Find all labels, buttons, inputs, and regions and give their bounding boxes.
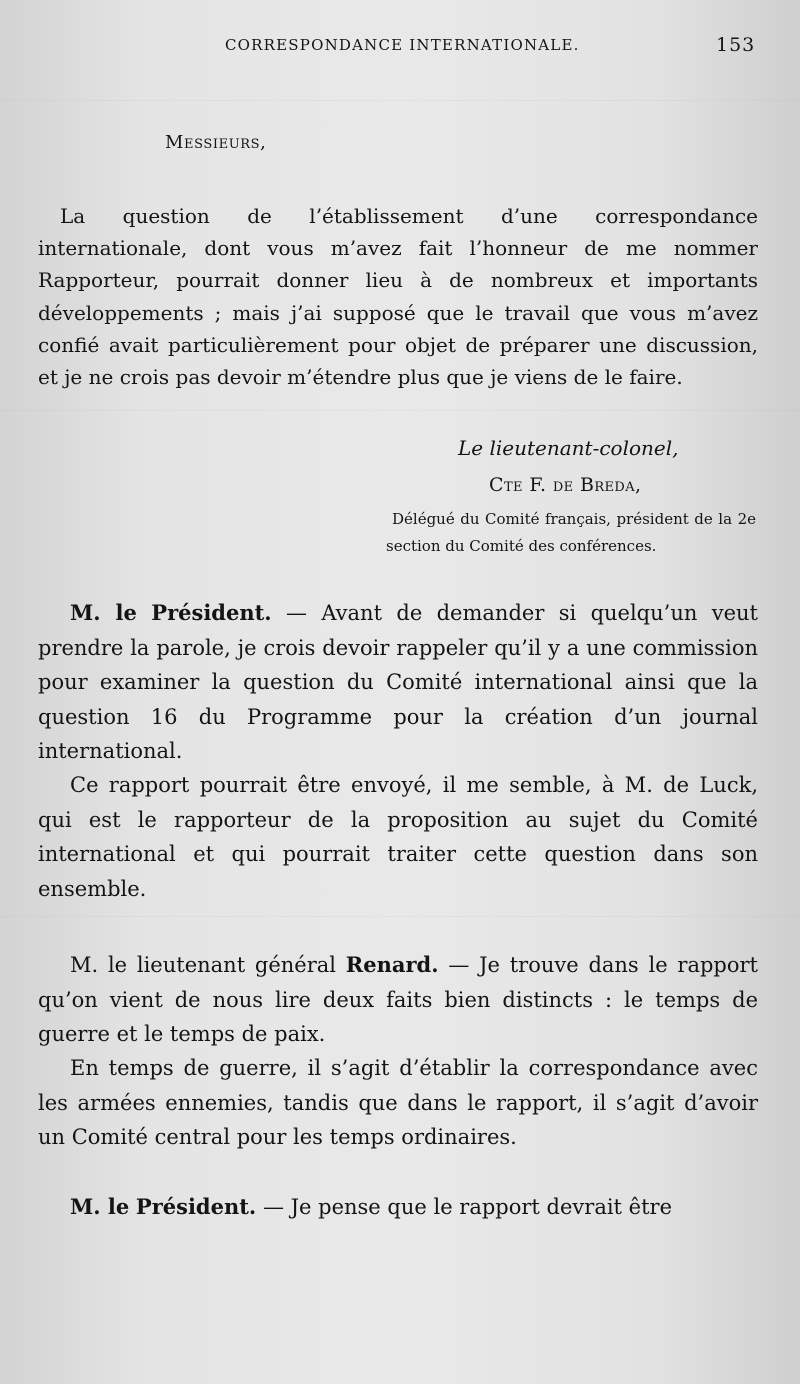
signature-role: Délégué du Comité français, président de la 2e section du Comité des conférences. bbox=[386, 510, 756, 555]
letter-salutation: Messieurs, bbox=[165, 132, 267, 153]
page-header bbox=[0, 34, 800, 58]
discussion-paragraph bbox=[38, 1190, 758, 1225]
discussion-paragraph bbox=[38, 948, 758, 1052]
paragraph-text: En temps de guerre, il s’agit d’établir la correspondance avec les armées ennemies, tandis que dans le rapport, il s’agit d’avoir un Comité central pour les temps ordinaires. bbox=[38, 1056, 758, 1149]
speaker-name: Renard. bbox=[345, 952, 439, 977]
discussion-paragraph bbox=[38, 768, 758, 906]
speaker-prefix: M. le lieutenant général bbox=[70, 953, 337, 977]
discussion-paragraph bbox=[38, 596, 758, 769]
paragraph-text: — Je trouve dans le rapport qu’on vient de nous lire deux faits bien distincts : le temps de guerre et le temps de paix. bbox=[38, 953, 758, 1046]
paragraph-text: — Je pense que le rapport devrait être bbox=[262, 1195, 672, 1219]
bleed-through-line bbox=[0, 916, 800, 917]
bleed-through-line bbox=[0, 410, 800, 411]
page-number: 153 bbox=[716, 34, 756, 56]
running-title: CORRESPONDANCE INTERNATIONALE. bbox=[225, 36, 580, 54]
discussion-paragraph bbox=[38, 1051, 758, 1155]
signature-title: Le lieutenant-colonel, bbox=[458, 436, 679, 460]
letter-body: La question de l’établissement d’une correspondance internationale, dont vous m’avez fait l’honneur de me nommer Rapporteur, pourrait donner lieu à de nombreux et importants développements ; mais j’ai supposé que le travail que vous m’avez confié avait particulièrement pour objet de préparer une discussion, et je ne crois pas devoir m’étendre plus que je viens de le faire. bbox=[38, 204, 758, 390]
paragraph-text: Ce rapport pourrait être envoyé, il me semble, à M. de Luck, qui est le rapporteur de la proposition au sujet du Comité international et qui pourrait traiter cette question dans son ensemble. bbox=[38, 773, 758, 901]
speaker-name: Président. bbox=[135, 1194, 257, 1219]
speaker-name: Président. bbox=[151, 600, 272, 625]
paragraph-text: — Avant de demander si quelqu’un veut prendre la parole, je crois devoir rappeler qu’il y a une commission pour examiner la question du Comité international ainsi que la question 16 du Programme pour la création d’un journal international. bbox=[38, 601, 758, 763]
speaker-prefix: M. le bbox=[70, 600, 137, 625]
bleed-through-line bbox=[0, 100, 800, 101]
signature-name: Cte F. de Breda, bbox=[489, 474, 642, 496]
speaker-prefix: M. le bbox=[70, 1194, 130, 1219]
